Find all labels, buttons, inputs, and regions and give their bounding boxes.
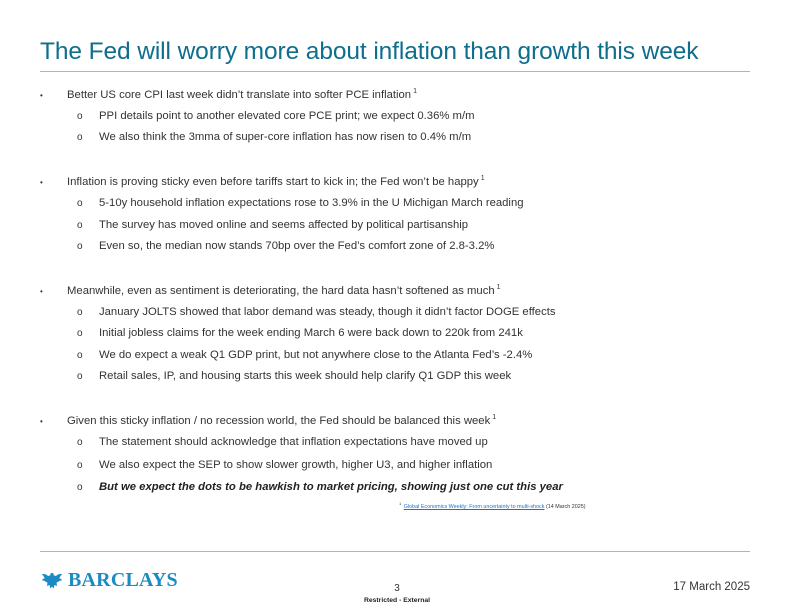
bullet-3-text: Meanwhile, even as sentiment is deteriorating, the hard data hasn’t softened as much bbox=[67, 285, 495, 297]
bullet-4-footnote-ref: 1 bbox=[492, 414, 497, 422]
sub-bullet-3-2-text: Initial jobless claims for the week ending March 6 were back down to 220k from 241k bbox=[99, 327, 523, 339]
sub-bullet-2-1-text: 5-10y household inflation expectations rose to 3.9% in the U Michigan March reading bbox=[99, 197, 524, 209]
bullet-2-text: Inflation is proving sticky even before tariffs start to kick in; the Fed won’t be happy bbox=[67, 176, 479, 188]
sub-bullet-marker: o bbox=[77, 437, 83, 448]
sub-bullet-marker: o bbox=[77, 328, 83, 339]
footnote-date: (14 March 2025) bbox=[545, 504, 586, 510]
bullet-1-text: Better US core CPI last week didn’t translate into softer PCE inflation bbox=[67, 89, 412, 101]
sub-bullet-marker: o bbox=[77, 350, 83, 361]
sub-bullet-1-1-text: PPI details point to another elevated core PCE print; we expect 0.36% m/m bbox=[99, 110, 475, 122]
page-title: The Fed will worry more about inflation than growth this week bbox=[40, 38, 699, 65]
page-number: 3 bbox=[394, 583, 400, 594]
sub-bullet-marker: o bbox=[77, 241, 83, 252]
sub-bullet-marker: o bbox=[77, 460, 83, 471]
sub-bullet-3-4-text: Retail sales, IP, and housing starts this week should help clarify Q1 GDP this week bbox=[99, 370, 512, 382]
bullet-2-footnote-ref: 1 bbox=[480, 175, 485, 183]
bullet-3-footnote-ref: 1 bbox=[496, 284, 501, 292]
footnote bbox=[399, 501, 586, 510]
sub-bullet-marker: o bbox=[77, 482, 83, 493]
sub-bullet-4-2-text: We also expect the SEP to show slower growth, higher U3, and higher inflation bbox=[99, 459, 493, 471]
sub-bullet-marker: o bbox=[77, 371, 83, 382]
bullet-marker: • bbox=[40, 91, 43, 100]
footnote-ref: 1 bbox=[399, 501, 402, 507]
eagle-logo-icon bbox=[41, 571, 63, 591]
sub-bullet-3-1-text: January JOLTS showed that labor demand was steady, though it didn’t factor DOGE effects bbox=[99, 306, 556, 318]
sub-bullet-1-2-text: We also think the 3mma of super-core inflation has now risen to 0.4% m/m bbox=[99, 131, 472, 143]
footer-divider bbox=[40, 551, 750, 552]
classification-label: Restricted - External bbox=[363, 597, 431, 604]
title-divider bbox=[40, 71, 750, 72]
sub-bullet-marker: o bbox=[77, 198, 83, 209]
sub-bullet-2-2-text: The survey has moved online and seems affected by political partisanship bbox=[99, 219, 469, 231]
sub-bullet-marker: o bbox=[77, 307, 83, 318]
sub-bullet-2-3-text: Even so, the median now stands 70bp over the Fed’s comfort zone of 2.8-3.2% bbox=[99, 240, 495, 252]
sub-bullet-marker: o bbox=[77, 132, 83, 143]
bullet-marker: • bbox=[40, 178, 43, 187]
barclays-logo bbox=[41, 569, 178, 592]
bullet-4-text: Given this sticky inflation / no recession world, the Fed should be balanced this week bbox=[67, 415, 491, 427]
sub-bullet-marker: o bbox=[77, 220, 83, 231]
logo-wordmark: BARCLAYS bbox=[68, 569, 178, 591]
sub-bullet-3-3-text: We do expect a weak Q1 GDP print, but not anywhere close to the Atlanta Fed’s -2.4% bbox=[99, 349, 533, 361]
slide-date: 17 March 2025 bbox=[673, 581, 750, 593]
sub-bullet-4-3-text: But we expect the dots to be hawkish to market pricing, showing just one cut this year bbox=[99, 481, 563, 493]
footnote-link[interactable]: Global Economics Weekly: From uncertainty to multi-shock bbox=[403, 504, 545, 510]
sub-bullet-4-1-text: The statement should acknowledge that inflation expectations have moved up bbox=[99, 436, 488, 448]
bullet-marker: • bbox=[40, 417, 43, 426]
bullet-marker: • bbox=[40, 287, 43, 296]
sub-bullet-marker: o bbox=[77, 111, 83, 122]
bullet-1-footnote-ref: 1 bbox=[413, 88, 417, 96]
